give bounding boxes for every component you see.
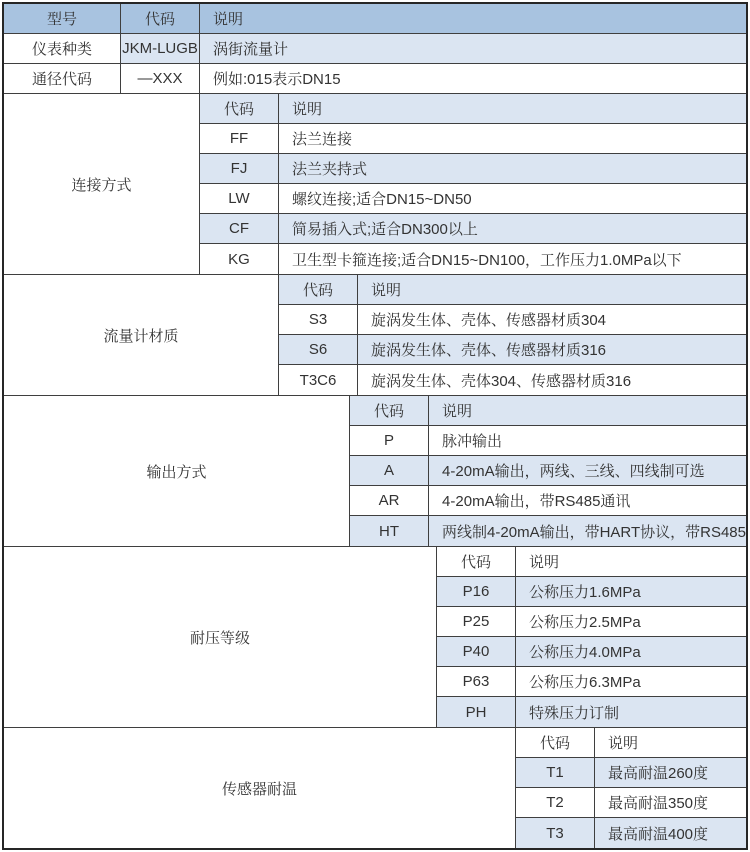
row-desc-cell: 例如:015表示DN15 xyxy=(200,64,746,93)
column-header-model: 型号 xyxy=(4,4,121,33)
section-label-cell: 输出方式 xyxy=(4,396,350,546)
row-desc-cell: 法兰连接 xyxy=(279,124,746,153)
row-code-cell: JKM-LUGB xyxy=(121,34,200,63)
row-desc-cell: 简易插入式;适合DN300以上 xyxy=(279,214,746,243)
row-code-cell: P16 xyxy=(437,577,516,606)
table-header-row xyxy=(4,4,746,34)
nested-column-header-desc: 说明 xyxy=(595,728,746,757)
row-code-cell: P xyxy=(350,426,429,455)
nested-column-header-code: 代码 xyxy=(200,94,279,123)
row-code-cell: A xyxy=(350,456,429,485)
table-row xyxy=(200,214,746,244)
table-row xyxy=(350,426,746,456)
nested-column-header-desc: 说明 xyxy=(279,94,746,123)
table-row xyxy=(437,697,746,727)
table-row xyxy=(437,607,746,637)
row-desc-cell: 4-20mA输出，两线、三线、四线制可选 xyxy=(429,456,746,485)
row-code-cell: CF xyxy=(200,214,279,243)
nested-column-header-desc: 说明 xyxy=(429,396,746,425)
section-rows xyxy=(350,396,746,546)
section-label-cell: 耐压等级 xyxy=(4,547,437,727)
table-row xyxy=(516,788,746,818)
table-section xyxy=(4,547,746,728)
row-desc-cell: 脉冲输出 xyxy=(429,426,746,455)
row-desc-cell: 涡街流量计 xyxy=(200,34,746,63)
row-desc-cell: 旋涡发生体、壳体304、传感器材质316 xyxy=(358,365,746,395)
section-rows xyxy=(437,547,746,727)
row-code-cell: P63 xyxy=(437,667,516,696)
row-code-cell: KG xyxy=(200,244,279,274)
row-desc-cell: 特殊压力订制 xyxy=(516,697,746,727)
column-header-desc: 说明 xyxy=(200,4,746,33)
nested-column-header-desc: 说明 xyxy=(516,547,746,576)
nested-column-header-code: 代码 xyxy=(350,396,429,425)
row-desc-cell: 公称压力1.6MPa xyxy=(516,577,746,606)
row-code-cell: AR xyxy=(350,486,429,515)
table-row xyxy=(4,64,746,94)
row-code-cell: P25 xyxy=(437,607,516,636)
table-section xyxy=(4,396,746,547)
section-rows xyxy=(200,94,746,274)
table-section xyxy=(4,94,746,275)
table-row xyxy=(350,486,746,516)
row-code-cell: PH xyxy=(437,697,516,727)
table-row xyxy=(279,365,746,395)
table-row xyxy=(516,818,746,848)
table-row xyxy=(200,124,746,154)
nested-column-header-code: 代码 xyxy=(516,728,595,757)
table-row xyxy=(200,244,746,274)
section-rows xyxy=(516,728,746,848)
table-row xyxy=(200,184,746,214)
section-label-cell: 连接方式 xyxy=(4,94,200,274)
row-code-cell: P40 xyxy=(437,637,516,666)
column-header-code: 代码 xyxy=(121,4,200,33)
row-desc-cell: 最高耐温260度 xyxy=(595,758,746,787)
row-code-cell: —XXX xyxy=(121,64,200,93)
table-row xyxy=(516,758,746,788)
row-desc-cell: 螺纹连接;适合DN15~DN50 xyxy=(279,184,746,213)
nested-column-header-desc: 说明 xyxy=(358,275,746,304)
table-row xyxy=(437,667,746,697)
nested-header-row xyxy=(279,275,746,305)
row-desc-cell: 卫生型卡箍连接;适合DN15~DN100，工作压力1.0MPa以下 xyxy=(279,244,746,274)
nested-column-header-code: 代码 xyxy=(279,275,358,304)
row-desc-cell: 法兰夹持式 xyxy=(279,154,746,183)
row-code-cell: LW xyxy=(200,184,279,213)
row-desc-cell: 旋涡发生体、壳体、传感器材质316 xyxy=(358,335,746,364)
row-desc-cell: 旋涡发生体、壳体、传感器材质304 xyxy=(358,305,746,334)
row-code-cell: T1 xyxy=(516,758,595,787)
section-rows xyxy=(279,275,746,395)
table-row xyxy=(200,154,746,184)
table-section xyxy=(4,275,746,396)
row-desc-cell: 最高耐温400度 xyxy=(595,818,746,848)
row-code-cell: T2 xyxy=(516,788,595,817)
table-row xyxy=(279,305,746,335)
row-desc-cell: 公称压力4.0MPa xyxy=(516,637,746,666)
row-code-cell: HT xyxy=(350,516,429,546)
row-code-cell: FJ xyxy=(200,154,279,183)
row-code-cell: T3C6 xyxy=(279,365,358,395)
table-row xyxy=(350,516,746,546)
table-row xyxy=(279,335,746,365)
row-code-cell: S3 xyxy=(279,305,358,334)
row-desc-cell: 4-20mA输出，带RS485通讯 xyxy=(429,486,746,515)
table-row xyxy=(437,637,746,667)
nested-header-row xyxy=(516,728,746,758)
nested-header-row xyxy=(437,547,746,577)
table-row xyxy=(350,456,746,486)
nested-header-row xyxy=(200,94,746,124)
row-desc-cell: 公称压力2.5MPa xyxy=(516,607,746,636)
section-label-cell: 传感器耐温 xyxy=(4,728,516,848)
row-desc-cell: 公称压力6.3MPa xyxy=(516,667,746,696)
row-code-cell: S6 xyxy=(279,335,358,364)
table-row xyxy=(437,577,746,607)
nested-header-row xyxy=(350,396,746,426)
row-desc-cell: 最高耐温350度 xyxy=(595,788,746,817)
row-desc-cell: 两线制4-20mA输出，带HART协议，带RS485 xyxy=(429,516,746,546)
section-label-cell: 流量计材质 xyxy=(4,275,279,395)
row-label-cell: 仪表种类 xyxy=(4,34,121,63)
row-code-cell: T3 xyxy=(516,818,595,848)
table-section xyxy=(4,728,746,848)
row-code-cell: FF xyxy=(200,124,279,153)
model-selection-table xyxy=(2,2,748,850)
row-label-cell: 通径代码 xyxy=(4,64,121,93)
table-row xyxy=(4,34,746,64)
nested-column-header-code: 代码 xyxy=(437,547,516,576)
